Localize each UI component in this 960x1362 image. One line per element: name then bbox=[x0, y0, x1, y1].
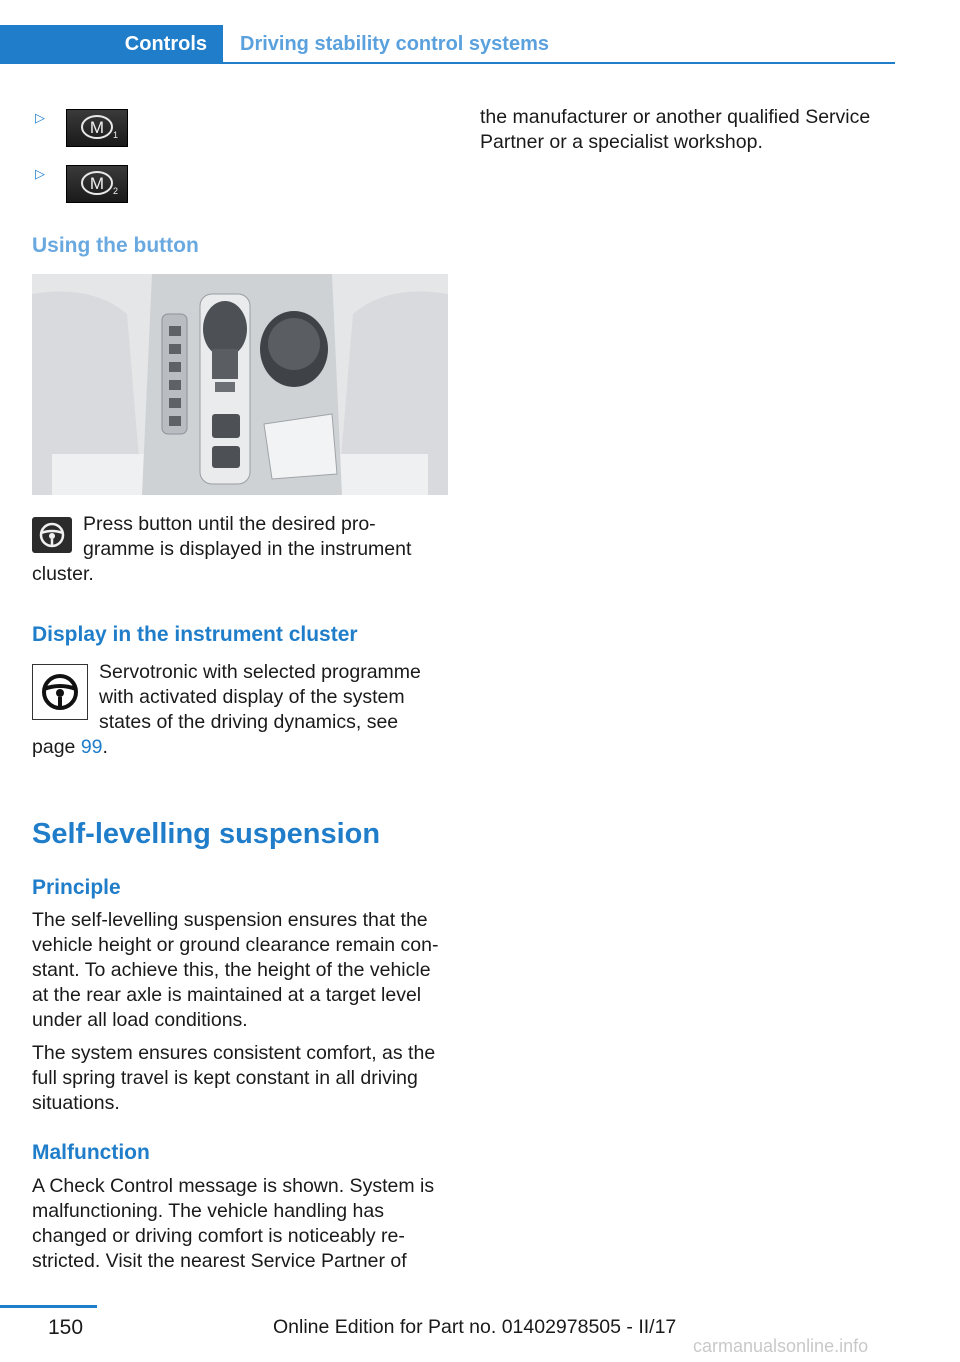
steering-wheel-button-icon bbox=[32, 517, 72, 558]
principle-line: situations. bbox=[32, 1092, 120, 1114]
display-line: with activated display of the system bbox=[99, 686, 405, 708]
right-column-line: the manufacturer or another qualified Service bbox=[480, 106, 871, 128]
chapter-title: Controls bbox=[124, 33, 207, 55]
using-button-heading: Using the button bbox=[32, 234, 199, 257]
bullet-marker: ▷ bbox=[35, 166, 45, 181]
principle-line: under all load conditions. bbox=[32, 1009, 248, 1031]
display-line: page 99. bbox=[32, 736, 108, 758]
right-column-line: Partner or a specialist workshop. bbox=[480, 131, 763, 153]
malfunction-heading: Malfunction bbox=[32, 1141, 150, 1164]
principle-line: vehicle height or ground clearance remain con‐ bbox=[32, 934, 439, 956]
instruction-line: cluster. bbox=[32, 563, 94, 585]
page-99-link[interactable]: 99 bbox=[80, 736, 103, 758]
bullet-marker: ▷ bbox=[35, 110, 45, 125]
principle-line: at the rear axle is maintained at a target level bbox=[32, 984, 422, 1006]
malfunction-line: malfunctioning. The vehicle handling has bbox=[32, 1200, 384, 1222]
center-console-illustration bbox=[32, 274, 448, 495]
svg-text:1: 1 bbox=[113, 130, 119, 140]
edition-text: Online Edition for Part no. 01402978505 - II/17 bbox=[273, 1316, 677, 1338]
svg-text:2: 2 bbox=[113, 186, 119, 196]
footer-rule bbox=[0, 1305, 97, 1308]
svg-text:M: M bbox=[89, 174, 105, 193]
malfunction-line: A Check Control message is shown. System is bbox=[32, 1175, 435, 1197]
instruction-line: Press button until the desired pro‐ bbox=[83, 513, 376, 535]
self-levelling-title: Self-levelling suspension bbox=[32, 818, 381, 850]
malfunction-line: stricted. Visit the nearest Service Partner of bbox=[32, 1250, 407, 1272]
m2-button-icon bbox=[66, 165, 128, 203]
principle-line: full spring travel is kept constant in all driving bbox=[32, 1067, 418, 1089]
svg-text:M: M bbox=[89, 118, 105, 137]
servotronic-steering-wheel-icon bbox=[32, 664, 88, 725]
m1-button-icon bbox=[66, 109, 128, 147]
instruction-line: gramme is displayed in the instrument bbox=[83, 538, 412, 560]
chapter-tab bbox=[0, 25, 223, 62]
principle-heading: Principle bbox=[32, 876, 121, 899]
display-line: Servotronic with selected programme bbox=[99, 661, 421, 683]
malfunction-line: changed or driving comfort is noticeably re‐ bbox=[32, 1225, 405, 1247]
display-line: states of the driving dynamics, see bbox=[99, 711, 399, 733]
page-number: 150 bbox=[48, 1316, 84, 1339]
page-header bbox=[0, 25, 895, 64]
principle-line: The self-levelling suspension ensures that the bbox=[32, 909, 428, 931]
principle-line: The system ensures consistent comfort, as the bbox=[32, 1042, 436, 1064]
display-heading: Display in the instrument cluster bbox=[32, 623, 358, 646]
section-title: Driving stability control systems bbox=[240, 33, 549, 55]
principle-line: stant. To achieve this, the height of the vehicle bbox=[32, 959, 431, 981]
watermark: carmanualsonline.info bbox=[693, 1336, 869, 1356]
